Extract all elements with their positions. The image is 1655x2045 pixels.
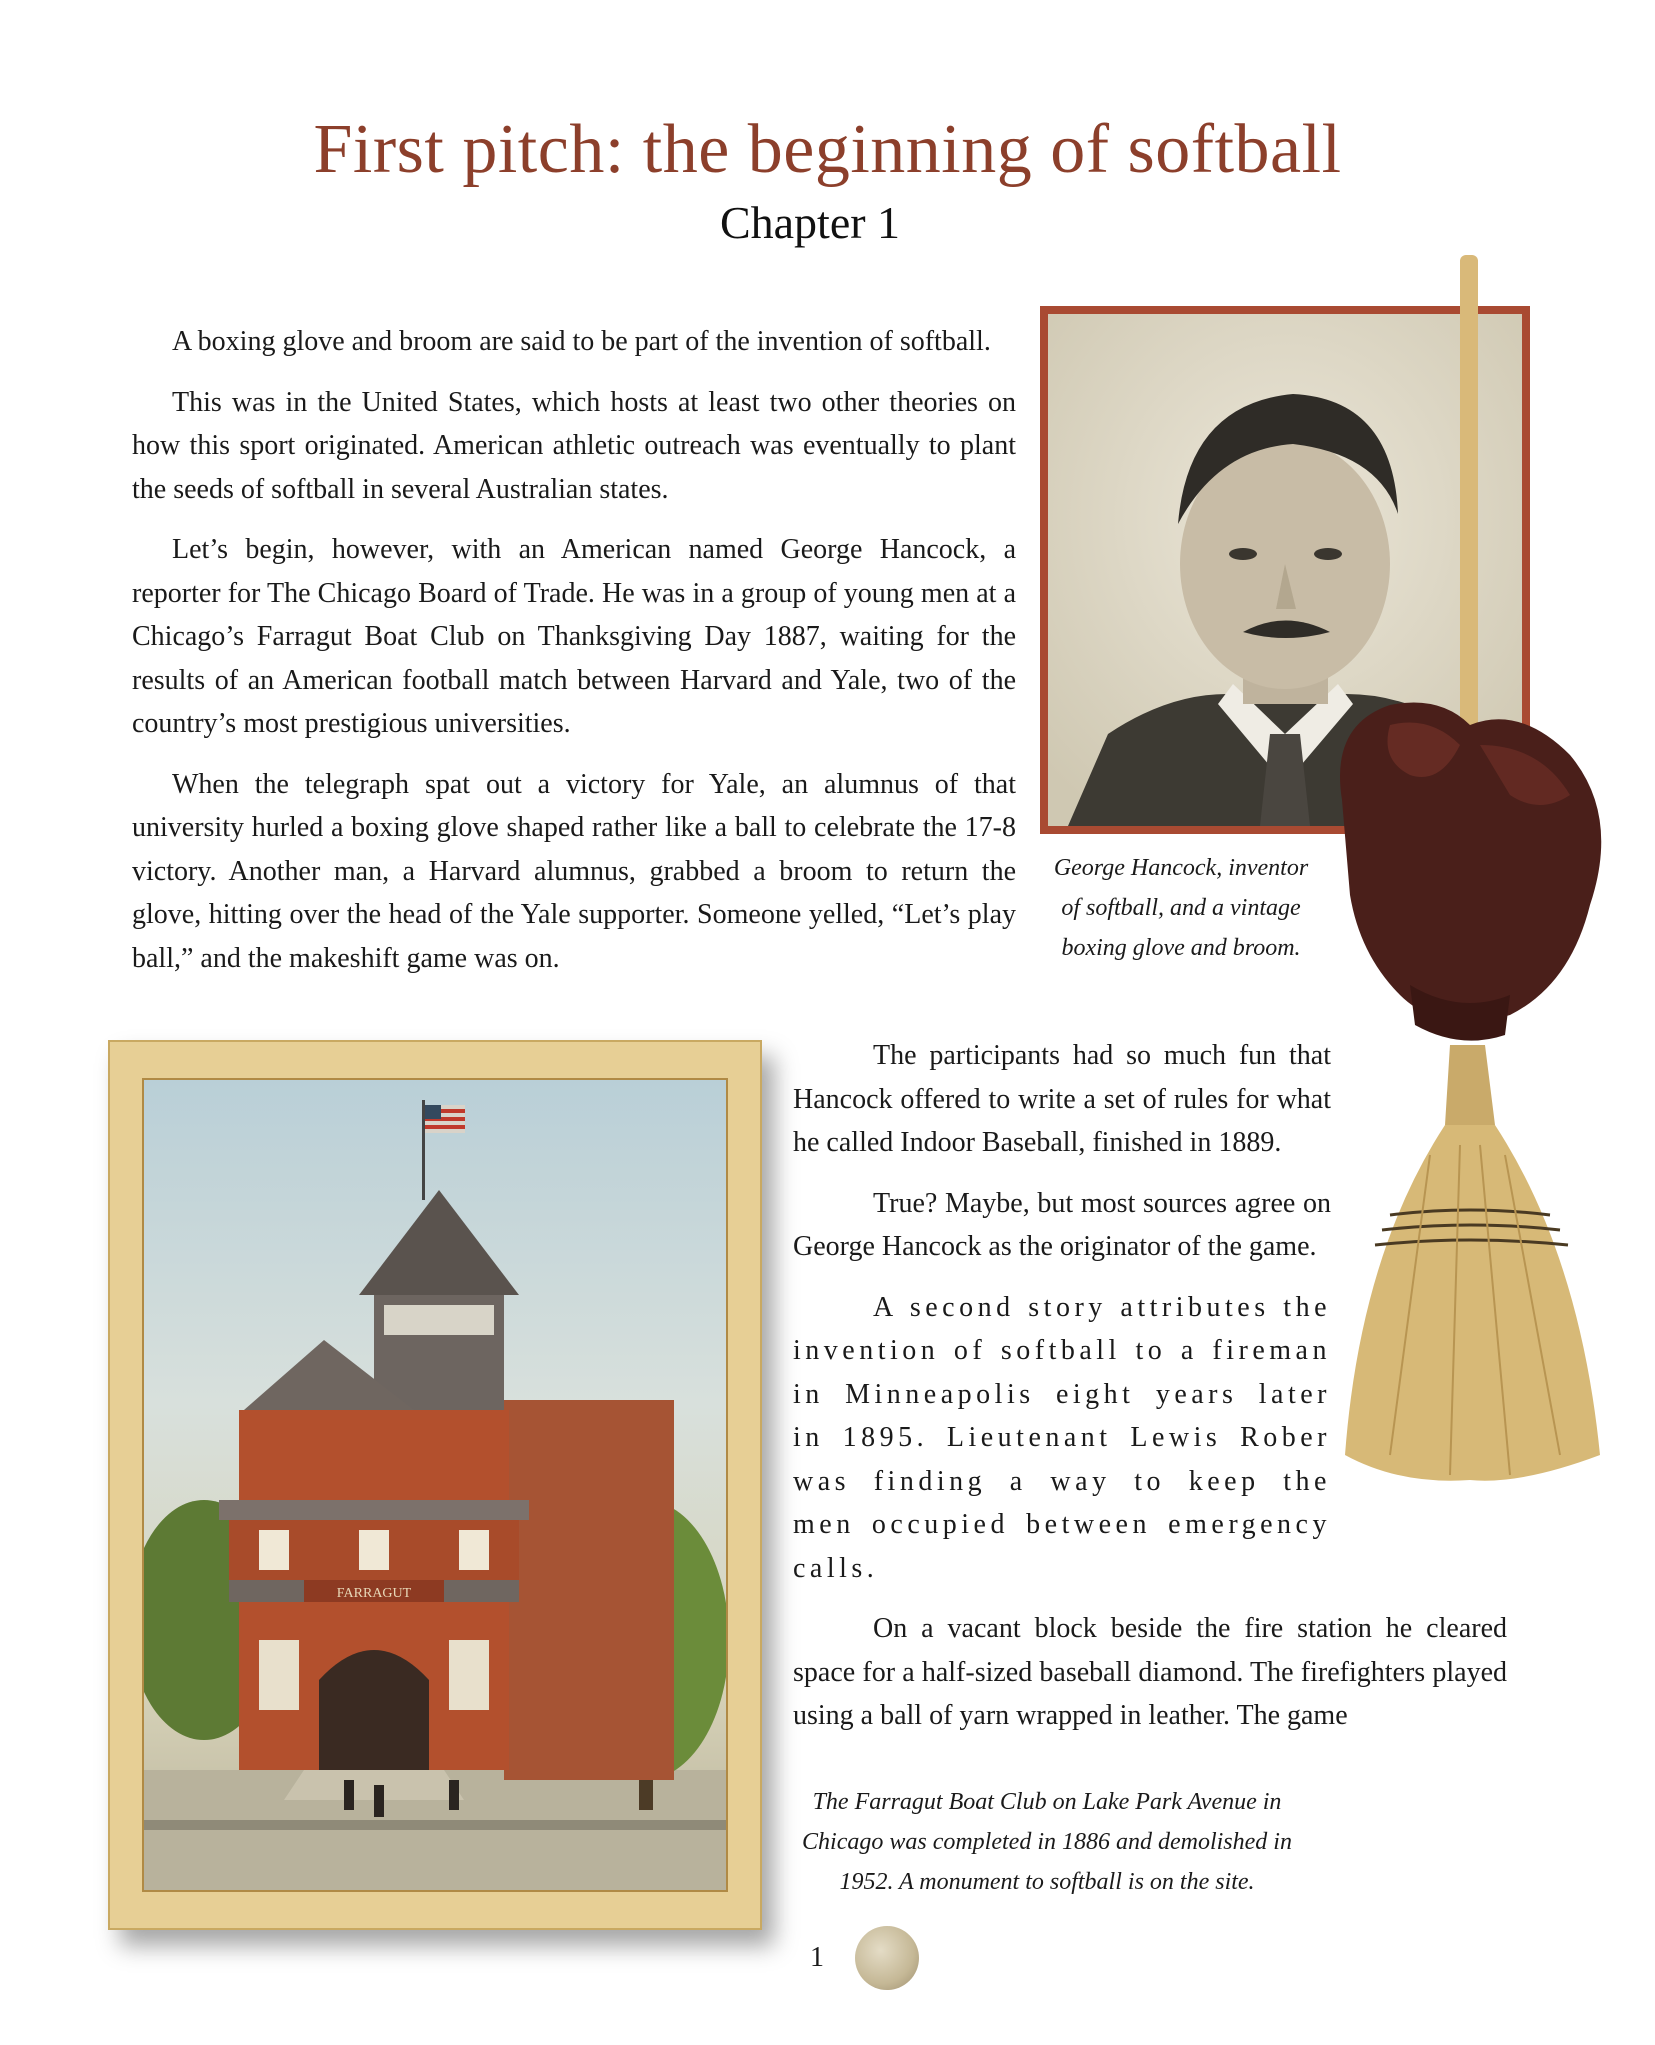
paragraph: A second story attributes the invention of softball to a fireman in Minneapolis eight years later in 1895. Lieutenant Lewis Rober was finding a way to keep the men occupied between emergency calls.: [793, 1291, 1331, 1584]
paragraph: The participants had so much fun that Hancock offered to write a set of rules for what he called Indoor Baseball, finished in 1889.: [793, 1040, 1331, 1158]
farragut-painting-frame: [108, 1040, 762, 1930]
paragraph: This was in the United States, which hosts at least two other theories on how this sport originated. American athletic outreach was eventually to plant the seeds of softball in several Australian states.: [132, 386, 1016, 505]
farragut-sign-text: FARRAGUT: [336, 1586, 412, 1601]
glove-and-broom-illustration: [1320, 255, 1620, 1515]
paragraph: A boxing glove and broom are said to be part of the invention of softball.: [172, 326, 991, 357]
page-number: 1: [810, 1942, 824, 1973]
hancock-caption: George Hancock, inventor of softball, and a vintage boxing glove and broom.: [1053, 855, 1309, 961]
boxing-glove-icon: [1340, 703, 1601, 1041]
american-flag-icon: [425, 1105, 465, 1133]
page-title: First pitch: the beginning of softball: [313, 111, 1342, 188]
paragraph: True? Maybe, but most sources agree on George Hancock as the originator of the game.: [793, 1187, 1331, 1262]
paragraph: On a vacant block beside the fire station he cleared space for a half-sized baseball diamond. The firefighters played using a ball of yarn wrapped in leather. The game: [793, 1613, 1507, 1731]
chapter-label: Chapter 1: [719, 197, 901, 248]
text-column-bottom: [793, 1034, 1507, 1755]
paragraph: When the telegraph spat out a victory for Yale, an alumnus of that university hurled a boxing glove shaped rather like a ball to celebrate the 17-8 victory. Another man, a Harvard alumnus, grabbed a broom to return the glove, hitting over the head of the Yale supporter. Someone yelled, “Let’s play ball,” and the makeshift game was on.: [132, 768, 1016, 974]
broom-icon: [1345, 1045, 1600, 1481]
text-column-top: [132, 320, 1016, 997]
boat-club-illustration: [144, 1080, 728, 1892]
farragut-painting: [142, 1078, 728, 1892]
farragut-caption: The Farragut Boat Club on Lake Park Avenue in Chicago was completed in 1886 and demolished in 1952. A monument to softball is on the site.: [802, 1789, 1292, 1895]
paragraph: Let’s begin, however, with an American named George Hancock, a reporter for The Chicago Board of Trade. He was in a group of young men at a Chicago’s Farragut Boat Club on Thanksgiving Day 1887, waiting for the results of an American football match between Harvard and Yale, two of the country’s most prestigious universities.: [132, 534, 1016, 739]
baseball-icon: [855, 1926, 919, 1990]
